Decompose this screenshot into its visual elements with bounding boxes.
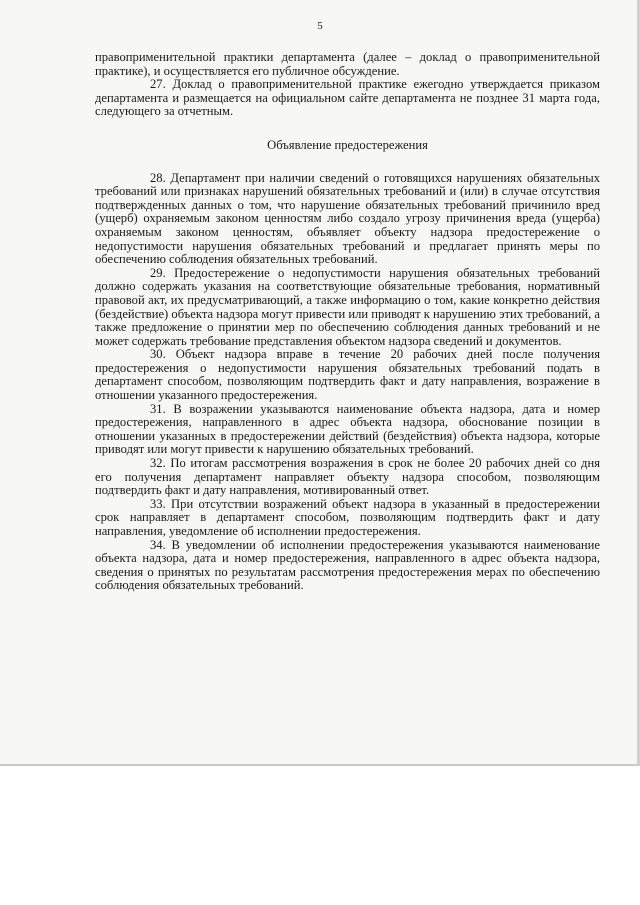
paragraph-29: 29. Предостережение о недопустимости нарушения обязательных требований должно содержать указания на соответствующие обязательные требования, нормативный правовой акт, их предусматривающий, а также информацию о том, какие конкретно действия (бездействие) объекта надзора могут привести или приводят к нарушению этих требований, а также предложение о принятии мер по обеспечению соблюдения данных требований и не может содержать требование представления объектом надзора сведений и документов.: [95, 265, 600, 348]
page-number: 5: [317, 20, 323, 32]
paragraph-31: 31. В возражении указываются наименование объекта надзора, дата и номер предостережения, направленного в адрес объекта надзора, обоснование позиции в отношении указанных в предостережении действий (бездействия) объекта надзора, которые приводят или могут привести к нарушению обязательных требований.: [95, 401, 600, 457]
paragraph-27: 27. Доклад о правоприменительной практике ежегодно утверждается приказом департамента и размещается на официальном сайте департамента не позднее 31 марта года, следующего за отчетным.: [95, 77, 600, 119]
paragraph-32: 32. По итогам рассмотрения возражения в срок не более 20 рабочих дней со дня его получения департамент направляет объекту надзора способом, позволяющим подтвердить факт и дату направления, мотивированный ответ.: [95, 456, 600, 498]
paragraph-30: 30. Объект надзора вправе в течение 20 рабочих дней после получения предостережения о недопустимости нарушения обязательных требований подать в департамент способом, позволяющим подтвердить факт и дату направления, возражение в отношении указанного предостережения.: [95, 347, 600, 403]
paragraph-28: 28. Департамент при наличии сведений о готовящихся нарушениях обязательных требований или признаках нарушений обязательных требований и (или) в случае отсутствия подтвержденных данных о том, что нарушение обязательных требований причинило вред (ущерб) охраняемым законом ценностям либо создало угрозу причинения вреда (ущерба) охраняемым законом ценностям, объявляет объекту надзора предостережение о недопустимости нарушения обязательных требований и предлагает принять меры по обеспечению соблюдения обязательных требований.: [95, 170, 600, 267]
paragraph-33: 33. При отсутствии возражений объект надзора в указанный в предостережении срок направляет в департамент способом, позволяющим подтвердить факт и дату направления, уведомление об исполнении предостережения.: [95, 496, 600, 538]
paragraph-continuation: правоприменительной практики департамента (далее – доклад о правоприменительной практике), и осуществляется его публичное обсуждение.: [95, 50, 600, 78]
section-heading: Объявление предостережения: [267, 137, 428, 152]
document-body: [95, 51, 600, 593]
paragraph-34: 34. В уведомлении об исполнении предостережения указываются наименование объекта надзора, дата и номер предостережения, направленного в адрес объекта надзора, сведения о принятых по результатам рассмотрения предостережения мерах по обеспечению соблюдения обязательных требований.: [95, 537, 600, 593]
